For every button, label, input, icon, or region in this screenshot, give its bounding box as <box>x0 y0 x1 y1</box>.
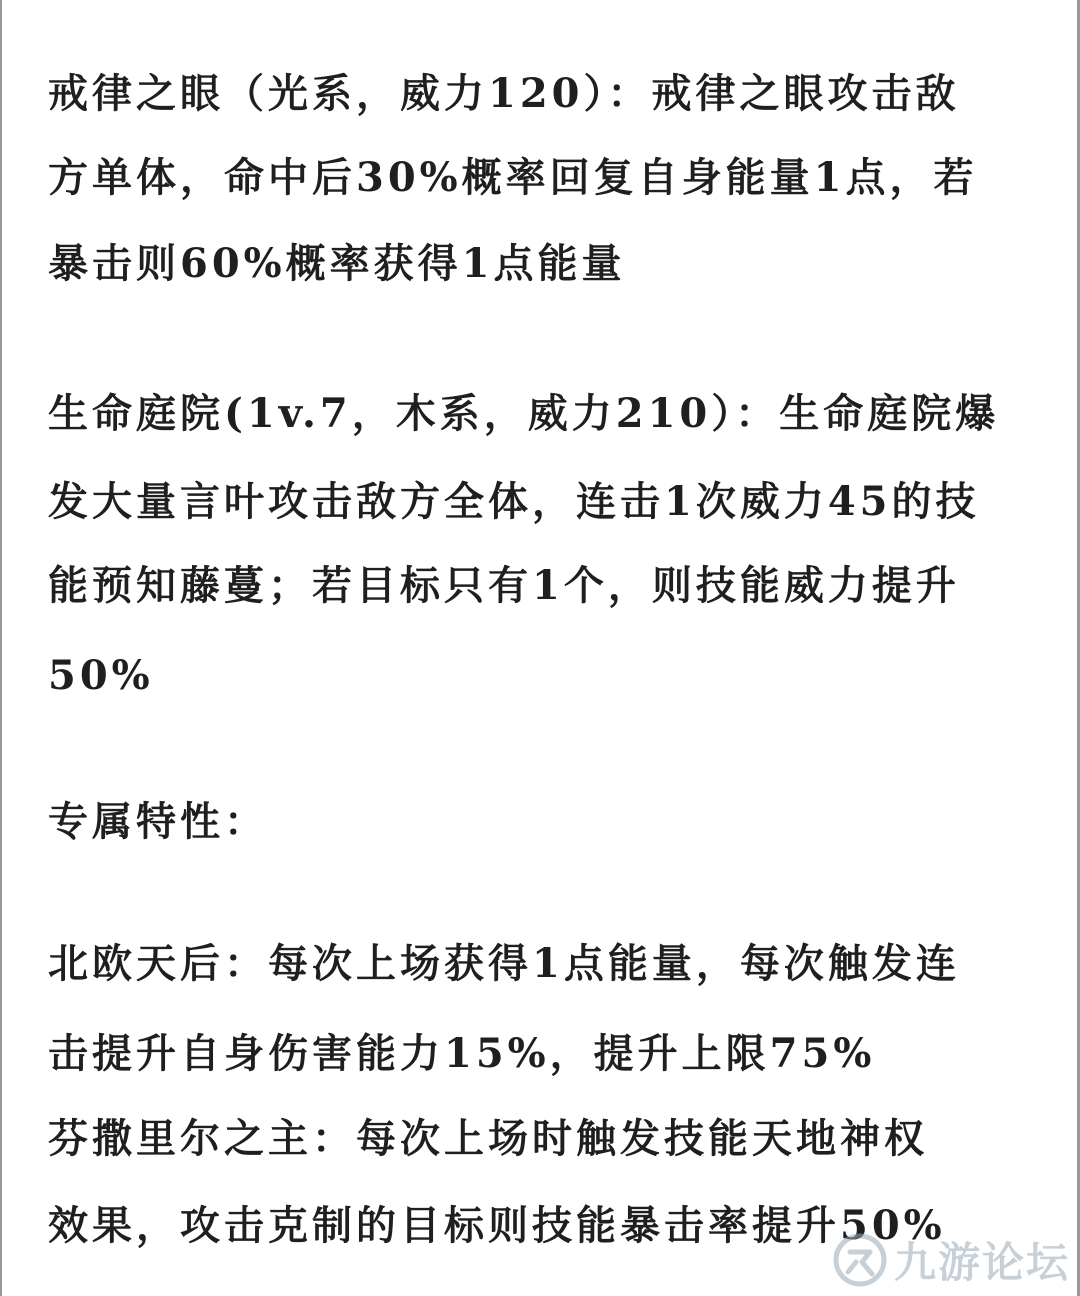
skill-discipline-eye-line-1: 戒律之眼（光系，威力120）：戒律之眼攻击敌 <box>48 70 960 117</box>
trait-fensalir-lord-line-1: 芬撒里尔之主：每次上场时触发技能天地神权 <box>48 1115 928 1162</box>
trait-fensalir-lord-line-2: 效果，攻击克制的目标则技能暴击率提升50% <box>48 1202 946 1249</box>
skill-life-courtyard-line-4: 50% <box>48 652 154 699</box>
watermark-text: 九游论坛 <box>893 1238 1070 1287</box>
trait-norse-queen-line-2: 击提升自身伤害能力15%，提升上限75% <box>48 1030 876 1077</box>
jiuyou-logo-icon <box>832 1232 888 1288</box>
exclusive-traits-heading: 专属特性： <box>48 798 268 845</box>
skill-life-courtyard-line-2: 发大量言叶攻击敌方全体，连击1次威力45的技 <box>48 478 980 525</box>
skill-discipline-eye-line-3: 暴击则60%概率获得1点能量 <box>48 240 626 287</box>
skill-life-courtyard-line-3: 能预知藤蔓；若目标只有1个，则技能威力提升 <box>48 562 960 609</box>
skill-life-courtyard-line-1: 生命庭院(1v.7，木系，威力210）：生命庭院爆 <box>48 390 1000 437</box>
skill-discipline-eye-line-2: 方单体，命中后30%概率回复自身能量1点，若 <box>48 154 978 201</box>
site-watermark <box>832 1230 1070 1290</box>
trait-norse-queen-line-1: 北欧天后：每次上场获得1点能量，每次触发连 <box>48 940 960 987</box>
